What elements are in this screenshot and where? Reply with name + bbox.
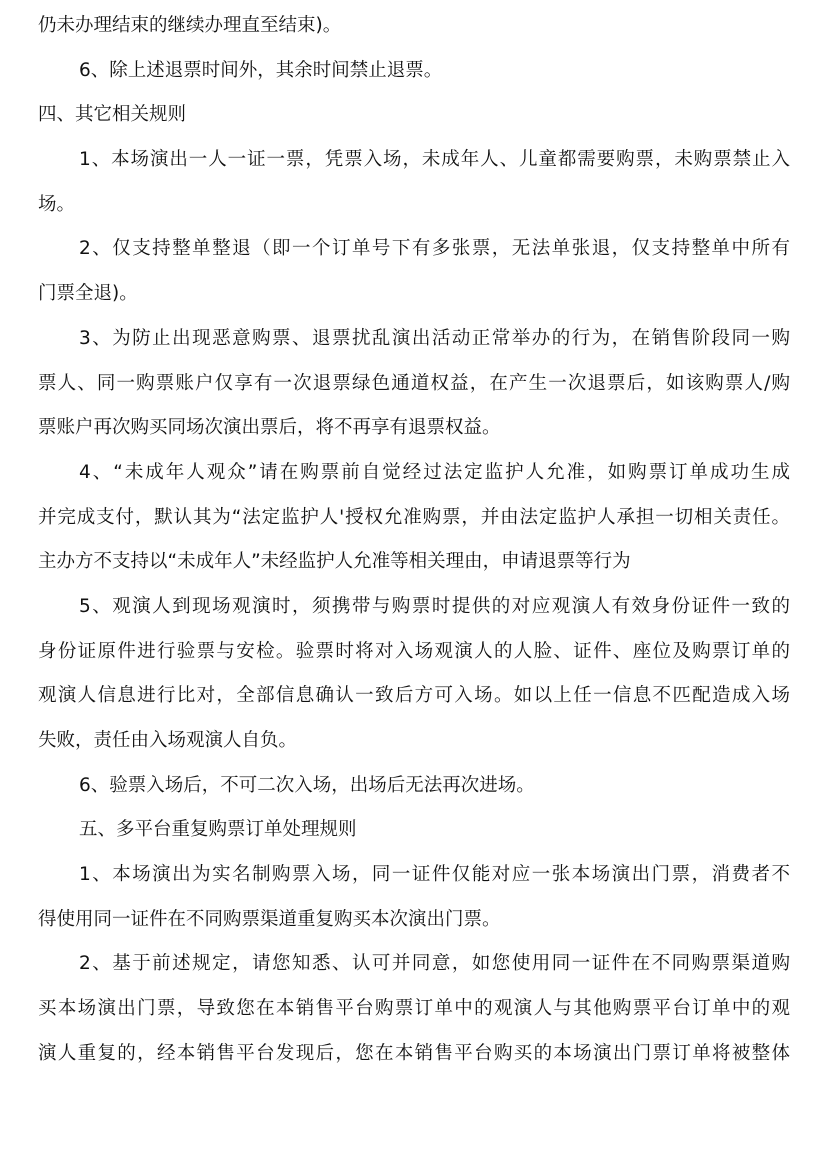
text-line: 演人重复的，经本销售平台发现后，您在本销售平台购买的本场演出门票订单将被整体 bbox=[38, 1042, 790, 1064]
document-page bbox=[38, 4, 790, 1077]
text-line: 2、基于前述规定，请您知悉、认可并同意，如您使用同一证件在不同购票渠道购 bbox=[79, 953, 790, 975]
text-line: 主办方不支持以“未成年人”未经监护人允准等相关理由，申请退票等行为 bbox=[38, 551, 631, 573]
text-line: 观演人信息进行比对，全部信息确认一致后方可入场。如以上任一信息不匹配造成入场 bbox=[38, 685, 790, 707]
text-line: 3、为防止出现恶意购票、退票扰乱演出活动正常举办的行为，在销售阶段同一购 bbox=[79, 327, 790, 349]
text-line: 得使用同一证件在不同购票渠道重复购买本次演出门票。 bbox=[38, 908, 501, 930]
text-line: 5、观演人到现场观演时，须携带与购票时提供的对应观演人有效身份证件一致的 bbox=[79, 595, 790, 617]
text-line: 6、除上述退票时间外，其余时间禁止退票。 bbox=[79, 59, 443, 81]
text-line: 4、“未成年人观众”请在购票前自觉经过法定监护人允准，如购票订单成功生成 bbox=[79, 461, 790, 483]
text-line: 并完成支付，默认其为“法定监护人'授权允准购票，并由法定监护人承担一切相关责任。 bbox=[38, 506, 790, 528]
text-line: 五、多平台重复购票订单处理规则 bbox=[79, 819, 357, 841]
text-line: 1、本场演出为实名制购票入场，同一证件仅能对应一张本场演出门票，消费者不 bbox=[79, 864, 790, 886]
text-line: 仍未办理结束的继续办理直至结束)。 bbox=[38, 15, 342, 36]
text-line: 6、验票入场后，不可二次入场，出场后无法再次进场。 bbox=[79, 774, 535, 796]
text-line: 1、本场演出一人一证一票，凭票入场，未成年人、儿童都需要购票，未购票禁止入 bbox=[79, 149, 790, 171]
text-line: 票人、同一购票账户仅享有一次退票绿色通道权益，在产生一次退票后，如该购票人/购 bbox=[38, 372, 790, 394]
text-line: 失败，责任由入场观演人自负。 bbox=[38, 730, 298, 751]
text-line: 票账户再次购买同场次演出票后，将不再享有退票权益。 bbox=[38, 417, 501, 439]
text-line: 四、其它相关规则 bbox=[38, 104, 187, 126]
text-line: 门票全退)。 bbox=[38, 283, 138, 305]
text-line: 2、仅支持整单整退（即一个订单号下有多张票，无法单张退，仅支持整单中所有 bbox=[79, 238, 790, 260]
text-line: 场。 bbox=[38, 193, 76, 215]
text-line: 买本场演出门票，导致您在本销售平台购票订单中的观演人与其他购票平台订单中的观 bbox=[38, 998, 790, 1020]
text-line: 身份证原件进行验票与安检。验票时将对入场观演人的人脸、证件、座位及购票订单的 bbox=[38, 640, 790, 662]
